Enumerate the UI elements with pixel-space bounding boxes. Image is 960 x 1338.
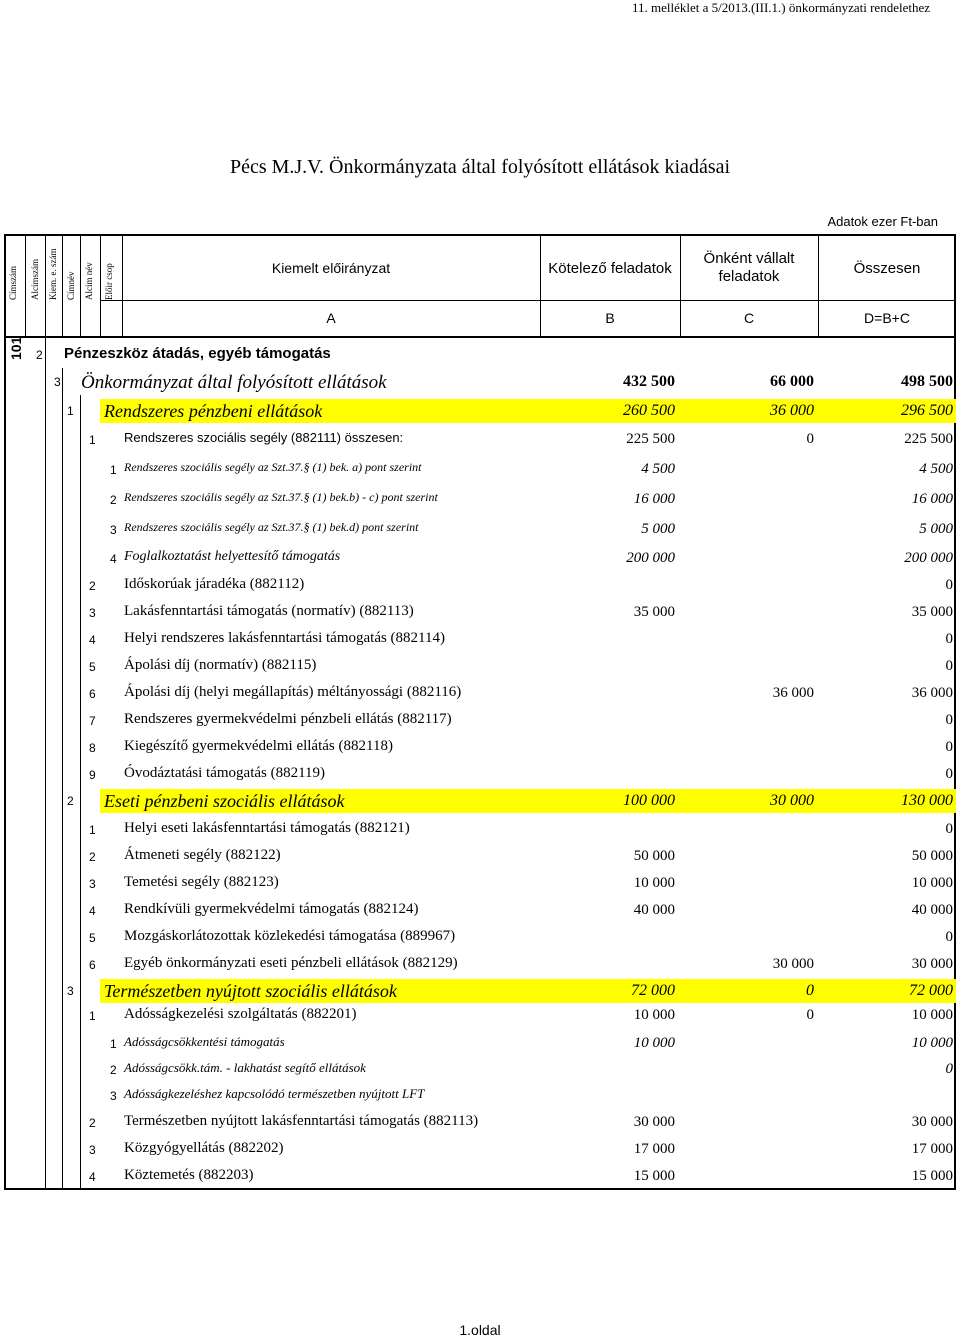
col-divider xyxy=(100,234,101,336)
row-number: 8 xyxy=(89,741,96,755)
row-label: Ápolási díj (normatív) (882115) xyxy=(124,657,317,673)
row-label: Rendszeres gyermekvédelmi pénzbeli ellátás (882117) xyxy=(124,711,452,727)
row-label: Adósságkezeléshez kapcsolódó természetben nyújtott LFT xyxy=(124,1086,425,1101)
row-label: Lakásfenntartási támogatás (normatív) (882113) xyxy=(124,603,414,619)
value-kotelezo: 17 000 xyxy=(633,1141,675,1157)
row-number: 9 xyxy=(89,768,96,782)
row-number: 4 xyxy=(110,552,117,566)
row-label: Időskorúak járadéka (882112) xyxy=(124,576,305,592)
row-number: 3 xyxy=(89,1143,96,1157)
row-label: Foglalkoztatást helyettesítő támogatás xyxy=(124,549,341,564)
row-label: Helyi eseti lakásfenntartási támogatás (882121) xyxy=(124,820,410,836)
value-osszesen: 5 000 xyxy=(919,521,953,537)
value-kotelezo: 35 000 xyxy=(633,604,675,620)
row-number: 1 xyxy=(89,1009,96,1023)
row-number: 3 xyxy=(110,1089,117,1103)
value-kotelezo: 40 000 xyxy=(633,902,675,918)
value-kotelezo: 10 000 xyxy=(633,1035,675,1051)
row-indent-line xyxy=(62,368,63,1190)
value-osszesen: 0 xyxy=(945,766,953,782)
row-number: 3 xyxy=(54,375,61,389)
row-label: Pénzeszköz átadás, egyéb támogatás xyxy=(64,345,331,362)
value-osszesen: 36 000 xyxy=(911,685,953,701)
col-header-kiem: Kiem. e. szám xyxy=(48,248,58,300)
value-osszesen: 0 xyxy=(945,712,953,728)
value-kotelezo: 100 000 xyxy=(623,792,675,809)
row-label: Helyi rendszeres lakásfenntartási támogatás (882114) xyxy=(124,630,445,646)
value-osszesen: 10 000 xyxy=(911,875,953,891)
page-number: 1.oldal xyxy=(459,1322,501,1338)
row-number: 1 xyxy=(110,463,117,477)
col-header-cimnev: Címnév xyxy=(66,271,76,300)
value-osszesen: 15 000 xyxy=(911,1168,953,1184)
unit-note: Adatok ezer Ft-ban xyxy=(827,214,938,229)
row-label: Köztemetés (882203) xyxy=(124,1167,254,1183)
reference-text: 11. melléklet a 5/2013.(III.1.) önkormányzati rendelethez xyxy=(631,0,930,15)
row-number: 6 xyxy=(89,958,96,972)
row-number: 5 xyxy=(89,660,96,674)
col-header-kotelezo: Kötelező feladatok xyxy=(548,260,672,277)
value-kotelezo: 10 000 xyxy=(633,875,675,891)
row-label: Adósságkezelési szolgáltatás (882201) xyxy=(124,1006,357,1022)
value-osszesen: 225 500 xyxy=(904,431,953,447)
row-label: Rendszeres szociális segély az Szt.37.§ (1) bek.d) pont szerint xyxy=(124,520,419,534)
row-number: 7 xyxy=(89,714,96,728)
col-header-eloir: Előir csop xyxy=(104,263,114,300)
row-label: Rendszeres szociális segély az Szt.37.§ (1) bek. a) pont szerint xyxy=(124,460,422,474)
row-number: 6 xyxy=(89,687,96,701)
row-number: 2 xyxy=(110,493,117,507)
value-osszesen: 35 000 xyxy=(911,604,953,620)
row-number: 5 xyxy=(89,931,96,945)
col-divider xyxy=(62,234,63,336)
col-header-kiemelt: Kiemelt előirányzat xyxy=(271,260,391,276)
col-header-cimszam: Címszám xyxy=(8,266,18,300)
value-kotelezo: 72 000 xyxy=(631,982,675,999)
value-onkent: 0 xyxy=(806,982,814,999)
row-number: 4 xyxy=(89,1170,96,1184)
value-kotelezo: 432 500 xyxy=(623,373,675,390)
value-onkent: 30 000 xyxy=(770,792,814,809)
value-osszesen: 50 000 xyxy=(911,848,953,864)
row-label: Természetben nyújtott szociális ellátások xyxy=(104,981,397,1001)
row-label: Eseti pénzbeni szociális ellátások xyxy=(104,791,345,811)
value-osszesen: 0 xyxy=(945,821,953,837)
header-bottom xyxy=(4,336,956,338)
row-label: Óvodáztatási támogatás (882119) xyxy=(124,765,326,781)
value-osszesen: 498 500 xyxy=(901,373,953,390)
page-title: Pécs M.J.V. Önkormányzata által folyósított ellátások kiadásai xyxy=(229,156,731,178)
row-number: 1 xyxy=(89,433,96,447)
col-header-osszesen: Összesen xyxy=(853,260,921,277)
value-osszesen: 40 000 xyxy=(911,902,953,918)
value-onkent: 0 xyxy=(806,431,814,447)
row-label: Önkormányzat által folyósított ellátások xyxy=(81,372,387,393)
row-indent-line xyxy=(80,395,81,1190)
row-label: Rendszeres szociális segély az Szt.37.§ (1) bek.b) - c) pont szerint xyxy=(124,490,438,504)
col-header-alcimszam: Alcímszám xyxy=(30,259,40,300)
value-onkent: 66 000 xyxy=(770,373,814,390)
col-divider xyxy=(25,234,26,336)
value-onkent: 36 000 xyxy=(772,685,814,701)
value-osszesen: 0 xyxy=(945,631,953,647)
row-number: 3 xyxy=(67,984,74,998)
col-divider xyxy=(80,234,81,336)
row-label: Egyéb önkormányzati eseti pénzbeli ellátások (882129) xyxy=(124,955,458,971)
row-label: Rendszeres szociális segély (882111) összesen: xyxy=(124,430,404,445)
row-number: 1 xyxy=(89,823,96,837)
value-kotelezo: 225 500 xyxy=(626,431,675,447)
value-osszesen: 296 500 xyxy=(901,402,953,419)
value-osszesen: 0 xyxy=(945,658,953,674)
value-osszesen: 16 000 xyxy=(911,491,953,507)
row-number: 2 xyxy=(67,794,74,808)
col-letter-d: D=B+C xyxy=(864,310,910,326)
value-osszesen: 130 000 xyxy=(901,792,953,809)
value-kotelezo: 260 500 xyxy=(623,402,675,419)
value-osszesen: 0 xyxy=(945,739,953,755)
value-osszesen: 0 xyxy=(945,577,953,593)
cimszam-code: 101 xyxy=(8,336,24,360)
value-kotelezo: 4 500 xyxy=(641,461,675,477)
header-divider xyxy=(100,300,956,301)
value-kotelezo: 16 000 xyxy=(633,491,675,507)
row-number: 2 xyxy=(89,1116,96,1130)
row-number: 2 xyxy=(36,348,43,362)
col-letter-a: A xyxy=(326,310,336,326)
value-kotelezo: 50 000 xyxy=(633,848,675,864)
col-header-onkent: Önként vállalt feladatok xyxy=(703,250,795,285)
value-onkent: 36 000 xyxy=(770,402,814,419)
row-label: Rendkívüli gyermekvédelmi támogatás (882124) xyxy=(124,901,419,917)
value-osszesen: 30 000 xyxy=(911,956,953,972)
row-number: 3 xyxy=(89,606,96,620)
value-osszesen: 10 000 xyxy=(911,1035,953,1051)
value-osszesen: 10 000 xyxy=(911,1007,953,1023)
row-number: 2 xyxy=(89,579,96,593)
value-osszesen: 4 500 xyxy=(919,461,953,477)
row-label: Kiegészítő gyermekvédelmi ellátás (882118) xyxy=(124,738,393,754)
value-kotelezo: 5 000 xyxy=(641,521,675,537)
value-onkent: 30 000 xyxy=(772,956,814,972)
row-label: Ápolási díj (helyi megállapítás) méltányossági (882116) xyxy=(124,684,462,700)
value-osszesen: 0 xyxy=(945,929,953,945)
row-label: Adósságcsökk.tám. - lakhatást segítő ellátások xyxy=(124,1060,366,1075)
value-kotelezo: 10 000 xyxy=(633,1007,675,1023)
row-label: Természetben nyújtott lakásfenntartási támogatás (882113) xyxy=(124,1113,479,1129)
row-number: 1 xyxy=(67,404,74,418)
value-osszesen: 0 xyxy=(945,1061,953,1077)
col-letter-c: C xyxy=(743,310,755,326)
row-label: Temetési segély (882123) xyxy=(124,874,279,890)
value-kotelezo: 15 000 xyxy=(633,1168,675,1184)
row-number: 2 xyxy=(89,850,96,864)
col-divider xyxy=(45,234,46,1190)
col-letter-b: B xyxy=(605,310,615,326)
value-kotelezo: 200 000 xyxy=(626,550,675,566)
value-osszesen: 72 000 xyxy=(909,982,953,999)
row-number: 3 xyxy=(89,877,96,891)
row-number: 1 xyxy=(110,1037,117,1051)
row-label: Átmeneti segély (882122) xyxy=(124,847,281,863)
row-label: Rendszeres pénzbeni ellátások xyxy=(104,401,323,421)
row-number: 2 xyxy=(110,1063,117,1077)
value-osszesen: 17 000 xyxy=(911,1141,953,1157)
value-onkent: 0 xyxy=(806,1007,814,1023)
row-number: 4 xyxy=(89,904,96,918)
value-osszesen: 30 000 xyxy=(911,1114,953,1130)
row-label: Közgyógyellátás (882202) xyxy=(124,1140,284,1156)
row-number: 3 xyxy=(110,523,117,537)
value-kotelezo: 30 000 xyxy=(633,1114,675,1130)
value-osszesen: 200 000 xyxy=(904,550,953,566)
col-header-alcimnev: Alcím név xyxy=(84,262,94,300)
row-number: 4 xyxy=(89,633,96,647)
row-label: Adósságcsökkentési támogatás xyxy=(124,1034,285,1049)
row-label: Mozgáskorlátozottak közlekedési támogatása (889967) xyxy=(124,928,456,944)
